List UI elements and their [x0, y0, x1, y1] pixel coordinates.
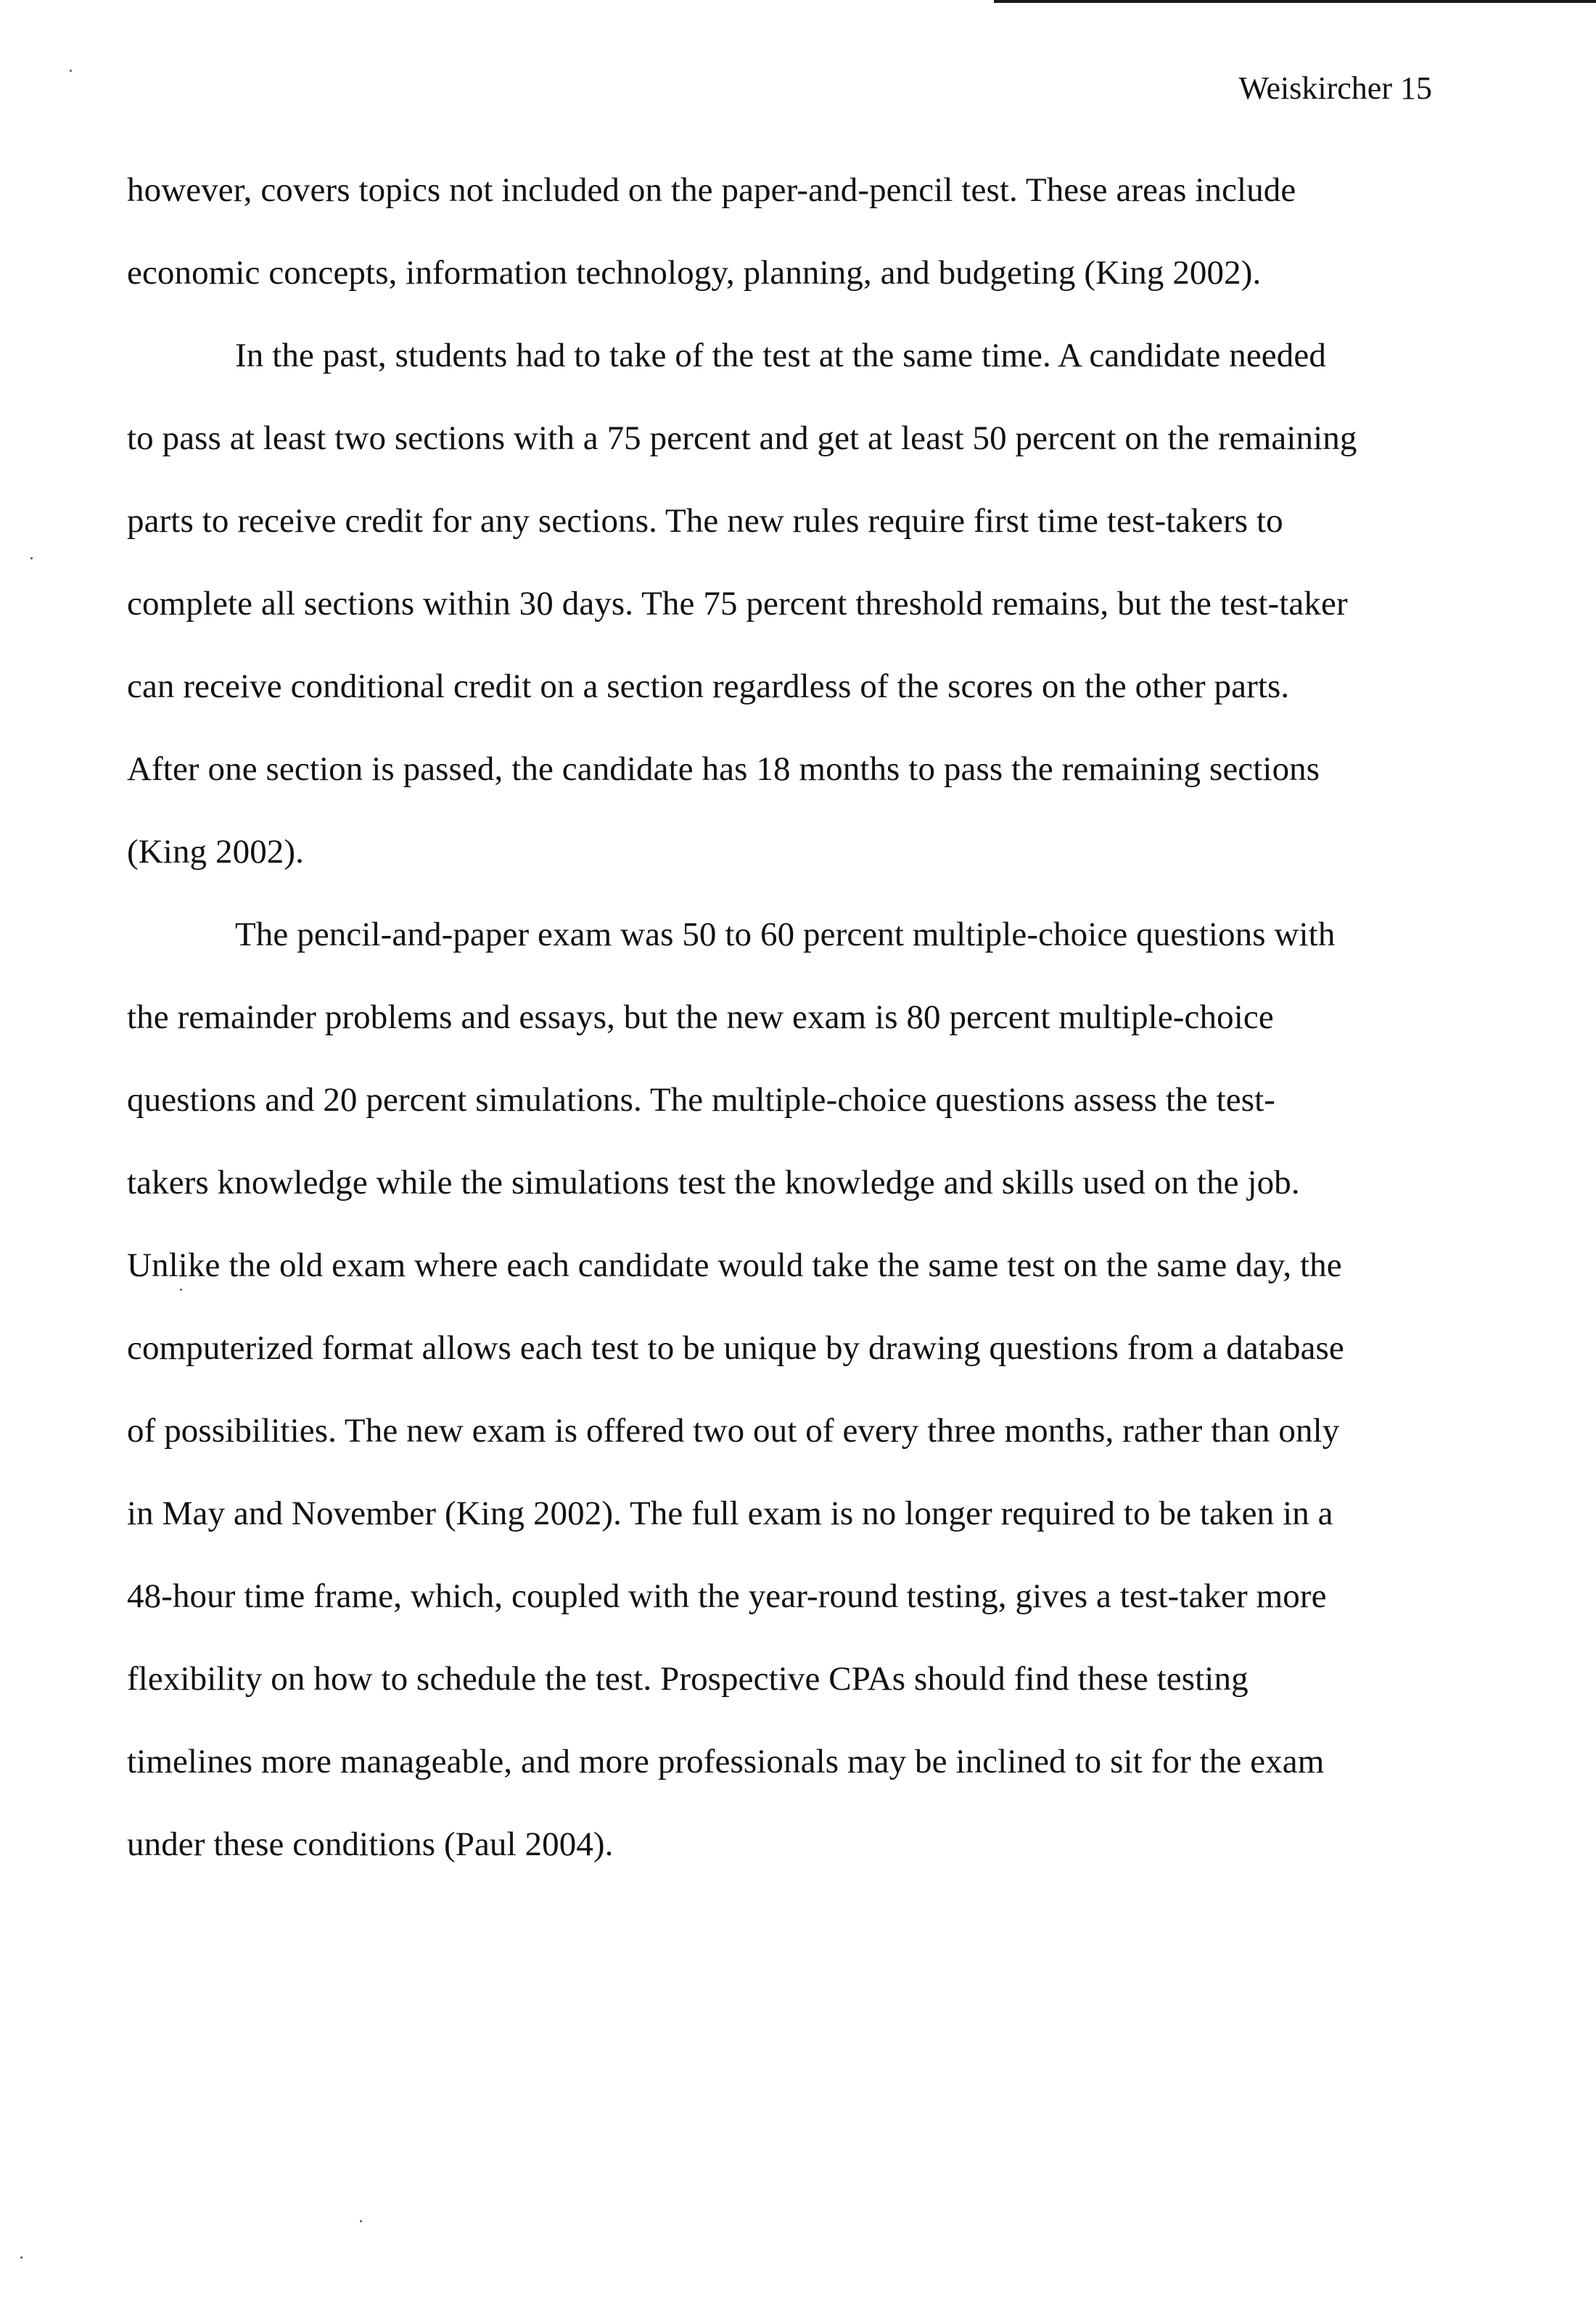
scan-speck	[30, 557, 33, 559]
text-line: parts to receive credit for any sections. The new rules require first time test-takers to	[127, 502, 1283, 540]
text-line: takers knowledge while the simulations test the knowledge and skills used on the job.	[127, 1164, 1300, 1201]
running-head: Weiskircher 15	[1238, 70, 1432, 106]
scan-speck	[360, 2220, 362, 2222]
text-line: of possibilities. The new exam is offered two out of every three months, rather than only	[127, 1412, 1340, 1450]
text-line: under these conditions (Paul 2004).	[127, 1825, 614, 1863]
text-line: The pencil-and-paper exam was 50 to 60 percent multiple-choice questions with	[235, 916, 1336, 953]
text-line: In the past, students had to take of the test at the same time. A candidate needed	[235, 337, 1326, 374]
text-line: can receive conditional credit on a section regardless of the scores on the other parts.	[127, 667, 1290, 705]
text-line: computerized format allows each test to be unique by drawing questions from a database	[127, 1329, 1344, 1367]
top-rule	[994, 0, 1596, 3]
scan-speck	[70, 70, 72, 72]
text-line: economic concepts, information technology, planning, and budgeting (King 2002).	[127, 254, 1262, 292]
text-line: in May and November (King 2002). The full exam is no longer required to be taken in a	[127, 1495, 1333, 1532]
text-line: Unlike the old exam where each candidate would take the same test on the same day, the	[127, 1246, 1342, 1284]
text-line: questions and 20 percent simulations. The multiple-choice questions assess the test-	[127, 1081, 1276, 1119]
scan-speck	[180, 1289, 182, 1291]
text-line: the remainder problems and essays, but the new exam is 80 percent multiple-choice	[127, 998, 1274, 1036]
text-line: After one section is passed, the candidate has 18 months to pass the remaining sections	[127, 750, 1320, 788]
text-line: (King 2002).	[127, 833, 305, 871]
text-line: to pass at least two sections with a 75 percent and get at least 50 percent on the remaining	[127, 419, 1357, 457]
text-line: 48-hour time frame, which, coupled with the year-round testing, gives a test-taker more	[127, 1577, 1327, 1615]
text-line: flexibility on how to schedule the test. Prospective CPAs should find these testing	[127, 1660, 1249, 1698]
text-line: complete all sections within 30 days. The 75 percent threshold remains, but the test-taker	[127, 585, 1348, 623]
text-line: timelines more manageable, and more professionals may be inclined to sit for the exam	[127, 1743, 1325, 1780]
scan-speck	[20, 2256, 22, 2259]
text-line: however, covers topics not included on the paper-and-pencil test. These areas include	[127, 171, 1296, 209]
